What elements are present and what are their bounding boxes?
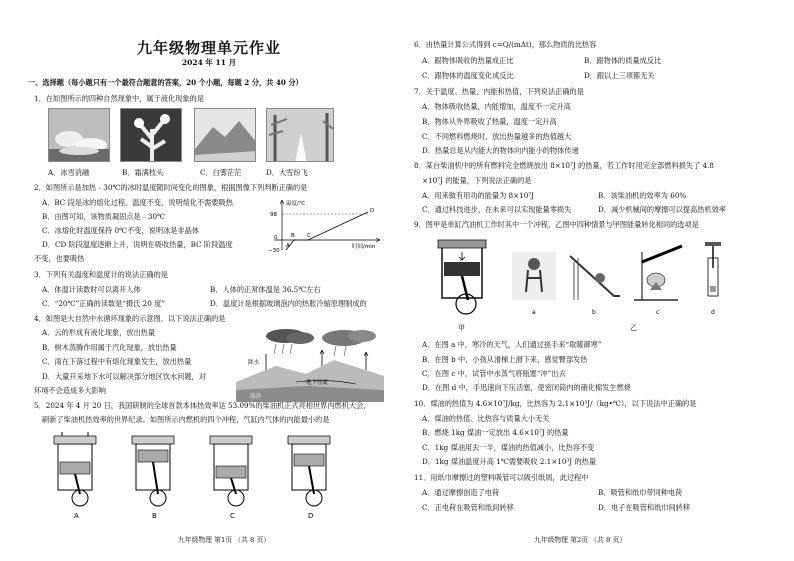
q5-label-a: A (74, 512, 79, 520)
q2-stem: 2．如图所示是加热﹣30℃的冰时温度随时间变化的图象，根据图像下列判断正确的是 (34, 183, 308, 192)
q4-option-d: D．大量开采地下水可以解决部分地区饮水问题，对 (42, 372, 206, 381)
q4-label-groundwater: 地下径流 (306, 380, 329, 386)
q5-engine-c (210, 436, 252, 520)
q9-option-a: A．在图 a 中，寒冷的天气，人们通过搓手来“取暖御寒” (422, 340, 602, 349)
q8-stem-line2: ×10⁷J 的能量，下列说法正确的是 (422, 176, 532, 185)
q2-point-c: C (307, 233, 311, 239)
q2-option-d-cont: 不变，也要吸热 (34, 254, 85, 263)
q9-option-d: D．在图 d 中，手迅速向下压活塞，使密闭筒内的硝化棉发生燃烧 (422, 383, 631, 392)
q6-option-c: C．跟物体的温度变化成反比 (422, 71, 514, 80)
q2-option-d: D．CD 阶段温度逐渐上升，说明在吸收热量，BC 阶段温度 (42, 240, 233, 249)
q2-ylabel: 温度/℃ (286, 201, 306, 207)
footer-page-2: 九年级物理 第2页 （共 8 页） (534, 536, 627, 544)
q5-label-c: C (230, 512, 235, 520)
q11-option-a: A．通过摩擦创造了电荷 (422, 488, 500, 497)
q9-label-d: d (711, 309, 715, 316)
q2-point-b: B (291, 233, 295, 239)
q9-figure-jia (438, 240, 486, 332)
q9-figures (428, 238, 758, 336)
q9-stem: 9．图甲是单缸汽油机工作时其中一个冲程，乙图中四种情景与甲图能量转化相同的选项是 (414, 220, 699, 229)
q2-option-a: A．BC 段是冰的熔化过程，温度不变，说明熔化不需要吸热 (42, 198, 233, 207)
q11-option-d: D．电子在吸管和纸巾间转移 (598, 503, 691, 512)
q5-engine-b (132, 436, 174, 520)
q7-option-d: D．热量总是从内能大的物体向内能小的物体传递 (422, 146, 579, 155)
q2-y-tick-zero: 0 (274, 235, 278, 241)
q10-stem: 10．煤油的热值为 4.6×10⁷J/kg，比热容为 2.1×10³J/（kg•℃），以下说法中正确的是 (414, 399, 697, 408)
q1-option-c: C．白雾茫茫 (200, 168, 242, 177)
page-title: 九年级物理单元作业 (136, 39, 281, 57)
section-heading: 一、选择题（每小题只有一个最符合题意的答案，20 个小题，每题 2 分，共 40 分） (28, 78, 303, 87)
q3-stem: 3．下列有关温度和温度计的说法正确的是 (34, 270, 168, 279)
q4-option-b: B．树木蒸腾作用属于汽化现象，放出热量 (42, 343, 177, 352)
q5-stem-line2: 刷新了柴油机热效率的世界纪录。如图所示内燃机的四个冲程，气缸内气体的内能最小的是 (42, 415, 330, 424)
q8-option-b: B．该柴油机的效率为 60% (598, 191, 687, 200)
q9-label-a: a (532, 309, 536, 316)
q1-option-d: D．大雪纷飞 (266, 168, 308, 177)
footer-page-1: 九年级物理 第1页 （共 8 页） (178, 536, 271, 544)
q7-option-c: C．不同燃料燃烧时，放出热量越多的热值越大 (422, 132, 572, 141)
q5-engine-strokes (40, 432, 360, 520)
q5-label-d: D (308, 512, 314, 520)
q6-option-b: B．跟物体的质量成反比 (584, 56, 662, 65)
q8-option-c: C．通过科技进步，在未来可以实现能量零损失 (422, 205, 572, 214)
q9-label-b: b (592, 309, 596, 316)
q1-photo-a (48, 108, 110, 162)
q4-label-rain: 降水 (248, 360, 260, 366)
right-column (408, 0, 770, 561)
q9-label-yi: 乙 (630, 324, 637, 332)
q7-stem: 7．关于温度、热量、内能和热值，下列说法正确的是 (414, 87, 584, 96)
q1-photo-c (194, 108, 256, 162)
q6-stem: 6．由热量计算公式得到 c=Q/(mΔt)，那么物质的比热容 (414, 40, 597, 49)
q4-label-ocean: 海洋 (250, 394, 262, 400)
q6-option-a: A．跟物体吸收的热量成正比 (422, 56, 514, 65)
q8-stem-line1: 8．某台柴油机中的所有燃料完全燃烧放出 8×10⁷J 的热量，若工作时用完全部燃料损失了 4.8 (414, 161, 714, 170)
q8-option-d: D．减少机械间的摩擦可以提高热机效率 (598, 205, 726, 214)
q9-option-b: B．在图 b 中，小孩从滑梯上滑下来，感觉臀部发热 (422, 355, 588, 364)
q3-option-a: A．体温计读数时可以离开人体 (42, 285, 141, 294)
q10-option-d: D．1kg 煤油温度升高 1℃需要吸收 2.1×10³J 的热量 (422, 457, 597, 466)
exam-date: 2024 年 11 月 (181, 58, 237, 67)
q4-option-c: C．雨在下落过程中有熔化现象发生，放出热量 (42, 357, 192, 366)
q1-option-b: B．霜满枝头 (122, 168, 164, 177)
q9-figure-b (570, 256, 620, 316)
q9-option-c: C．在图 c 中，试管中水蒸气将瓶塞“冲”出去 (422, 369, 566, 378)
q4-option-a: A．云的形成有液化现象，放出热量 (42, 328, 156, 337)
q6-option-d: D．跟以上三项都无关 (584, 71, 655, 80)
q2-point-d: D (370, 208, 375, 214)
q2-option-c: C．冰熔化时温度保持 0℃不变，说明冰是非晶体 (42, 226, 199, 235)
q5-engine-d (288, 436, 330, 520)
q7-option-a: A．物体吸收热量，内能增加，温度不一定升高 (422, 102, 571, 111)
q5-engine-a (54, 432, 96, 520)
q4-stem: 4．如图是大自然中水循环现象的示意图，以下说法正确的是 (34, 314, 226, 323)
q2-xlabel: 时间/min (352, 244, 376, 250)
q10-option-a: A．煤油的热值、比热容与质量大小无关 (422, 414, 550, 423)
q3-option-c: C．“20℃”正确的读数是“摄氏 20 度” (42, 299, 165, 308)
q5-label-b: B (152, 512, 157, 520)
q9-label-c: c (656, 309, 660, 316)
q11-option-b: B．吸管和纸巾带同种电荷 (598, 488, 683, 497)
q11-stem: 11．用纸巾摩擦过的塑料吸管可以吸引纸屑，此过程中 (414, 473, 589, 482)
q9-figure-d (705, 242, 721, 316)
q2-option-b: B．由图可知，该物质凝固点是﹣30℃ (42, 212, 166, 221)
q1-photo-d (266, 108, 334, 162)
q2-y-tick-top: 98 (270, 212, 277, 218)
left-column (28, 0, 390, 561)
q1-stem: 1．在如图所示的四种自然现象中，属于液化现象的是 (34, 94, 204, 103)
q1-photo-b (120, 108, 182, 162)
q8-option-a: A．用来做有用功的能量为 8×10⁷J (422, 191, 535, 200)
q2-temperature-graph (268, 196, 390, 256)
q3-option-d: D．温度计是根据玻璃泡内的热胀冷缩原理制成的 (210, 299, 367, 308)
q9-figure-a (512, 252, 556, 316)
q3-option-b: B．人体的正常体温是 36.5℃左右 (210, 285, 321, 294)
q4-option-d-cont: 环境不会造成多大影响 (34, 386, 106, 395)
q10-option-b: B．燃烧 1kg 煤油一定放出 4.6×10⁷J 的热量 (422, 428, 569, 437)
q7-option-b: B．物体从外界吸收了热量，温度一定升高 (422, 117, 557, 126)
q5-stem-line1: 5．2024 年 4 月 20 日，我国研制的全球首款本体热效率达 53.09%的柴油机正式亮相世界内燃机大会， (34, 401, 371, 410)
q10-option-c: C．1kg 煤油用去一半，煤油的热值减小，比热容不变 (422, 443, 595, 452)
q2-y-tick-bottom: −30 (268, 248, 280, 254)
q2-point-a: A (286, 243, 290, 249)
q9-figure-c (634, 246, 682, 316)
q1-option-a: A．冰雪消融 (48, 168, 90, 177)
q11-option-c: C．正电荷在吸管和纸间转移 (422, 503, 514, 512)
q9-label-jia: 甲 (458, 324, 465, 332)
q4-water-cycle-figure (236, 326, 384, 402)
